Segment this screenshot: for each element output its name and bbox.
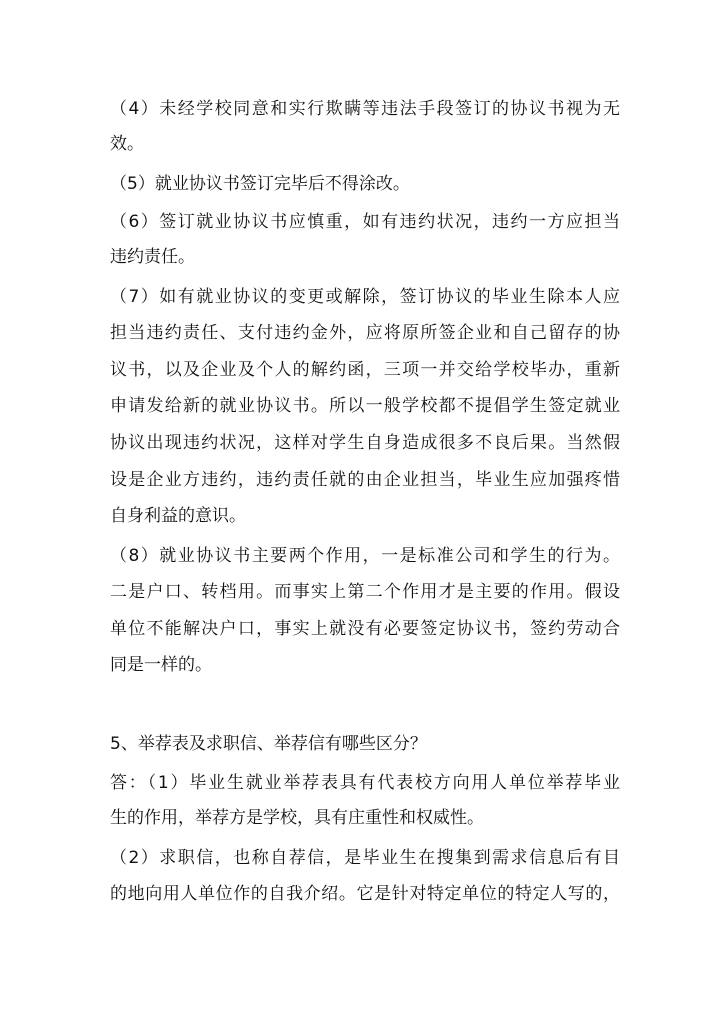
text-line: 的地向用人单位作的自我介绍。它是针对特定单位的特定人写的，	[110, 884, 620, 904]
text-line: （8）就业协议书主要两个作用，一是标准公司和学生的行为。	[110, 546, 620, 566]
section-heading: 5、举荐表及求职信、举荐信有哪些区分？	[110, 734, 427, 754]
text-line: （6）签订就业协议书应慎重，如有违约状况，违约一方应担当	[110, 212, 620, 232]
text-line: 同是一样的。	[110, 655, 212, 675]
text-line: 设是企业方违约，违约责任就的由企业担当，毕业生应加强疼惜	[110, 470, 620, 490]
text-line: 二是户口、转档用。而事实上第二个作用才是主要的作用。假设	[110, 582, 620, 602]
text-line: （7）如有就业协议的变更或解除，签订协议的毕业生除本人应	[110, 287, 620, 307]
text-line: （5）就业协议书签订完毕后不得涂改。	[110, 174, 410, 194]
text-line: 担当违约责任、支付违约金外，应将原所签企业和自己留存的协	[110, 323, 620, 343]
text-line: （2）求职信，也称自荐信，是毕业生在搜集到需求信息后有目	[110, 848, 620, 868]
text-line: 违约责任。	[110, 247, 195, 267]
text-line: 议书，以及企业及个人的解约函，三项一并交给学校毕办，重新	[110, 360, 620, 380]
text-line: 单位不能解决户口，事实上就没有必要签定协议书，签约劳动合	[110, 619, 620, 639]
text-line: 效。	[110, 134, 144, 154]
text-line: 答：（1）毕业生就业举荐表具有代表校方向用人单位举荐毕业	[110, 773, 620, 793]
text-line: （4）未经学校同意和实行欺瞒等违法手段签订的协议书视为无	[110, 99, 620, 119]
text-line: 自身利益的意识。	[110, 506, 246, 526]
text-line: 协议出现违约状况，这样对学生自身造成很多不良后果。当然假	[110, 433, 620, 453]
text-line: 申请发给新的就业协议书。所以一般学校都不提倡学生签定就业	[110, 396, 620, 416]
text-line: 生的作用，举荐方是学校，具有庄重性和权威性。	[110, 808, 484, 828]
